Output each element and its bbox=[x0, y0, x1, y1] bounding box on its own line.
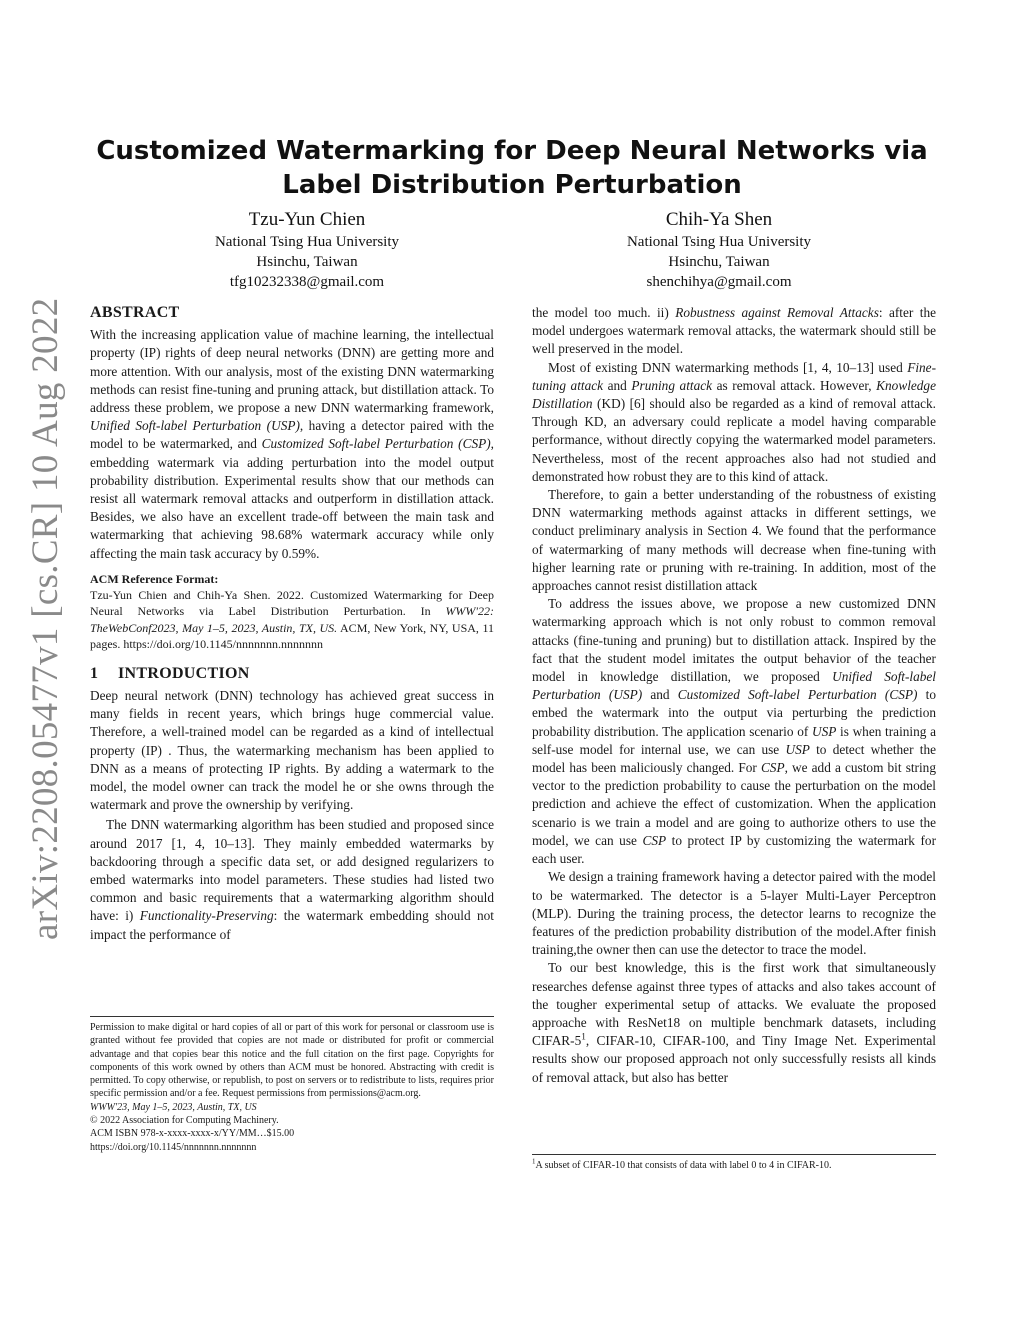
author-email: shenchihya@gmail.com bbox=[646, 274, 792, 290]
copyright-line: © 2022 Association for Computing Machinery. bbox=[90, 1115, 279, 1127]
permission-notice bbox=[90, 1016, 494, 1154]
author-location: Hsinchu, Taiwan bbox=[668, 254, 770, 270]
footnote-marker: 1 bbox=[581, 1032, 586, 1043]
intro-paragraph-6: We design a training framework having a detector paired with the model to be watermarked. The detector is a 5-layer Multi-Layer Perceptron (MLP). During the training process, the detector learns to recognize the features of the prediction probability distribution of the model.After finish training,the owner then can use the detector to trace the model. bbox=[532, 869, 936, 958]
arxiv-identifier-text: arXiv:2208.05477v1 [cs.CR] 10 Aug 2022 bbox=[25, 297, 66, 940]
arxiv-identifier bbox=[20, 297, 66, 940]
doi-line: https://doi.org/10.1145/nnnnnnn.nnnnnnn bbox=[90, 1141, 257, 1153]
intro-paragraph-2-cont: the model too much. ii) Robustness against Removal Attacks: after the model undergoes watermark removal attacks, the watermark should still be well preserved in the model. bbox=[532, 305, 936, 357]
intro-paragraph-1: Deep neural network (DNN) technology has achieved great success in many fields in recent years, which brings huge commercial value. Therefore, a well-trained model can be regarded as a kind of intellectual property (IP) . Thus, the watermarking mechanism has been applied to DNN as a means of protecting IP rights. By adding a watermark to the model, the model owner can track the model he or she owns through the watermark and prove the ownership by verifying. bbox=[90, 688, 494, 813]
permission-text: Permission to make digital or hard copies of all or part of this work for personal or classroom use is granted without fee provided that copies are not made or distributed for profit or commercial advantage and that copies bear this notice and the full citation on the first page. Copyrights for components of this work owned by others than ACM must be honored. Abstracting with credit is permitted. To copy otherwise, or republish, to post on servers or to redistribute to lists, requires prior specific permission and/or a fee. Request permissions from permissions@acm.org. bbox=[90, 1022, 494, 1100]
intro-paragraph-5: To address the issues above, we propose a new customized DNN watermarking approach which is not only robust to common removal attacks (fine-tuning and pruning) but to distillation attack. Inspired by the fact that the student model imitates the output behavior of the teacher model in knowledge distillation, we proposed Unified Soft-label Perturbation (USP) and Customized Soft-label Perturbation (CSP) to embed the watermark into the output via perturbing the prediction probability distribution. The application scenario of USP is when training a self-use model for internal use, we can use USP to detect whether the model has been maliciously changed. For CSP, we add a custom bit string vector to the prediction probability to cause the perturbation on the model prediction and achieve the effect of customization. When the application scenario is we train a model and are going to authorize others to use the model, we can use CSP to protect IP by customizing the watermark for each user. bbox=[532, 596, 937, 867]
author-name: Chih-Ya Shen bbox=[665, 209, 773, 230]
left-column bbox=[90, 304, 494, 944]
isbn-line: ACM ISBN 978-x-xxxx-xxxx-x/YY/MM…$15.00 bbox=[90, 1128, 295, 1140]
intro-paragraph-7: To our best knowledge, this is the first work that simultaneously researches defense against three types of attacks and also takes account of the tougher experimental setup of attacks. We evaluate the proposed approache with ResNet18 on multiple benchmark datasets, including CIFAR-$5^1$, CIFAR-10, CIFAR-100, and Tiny Image Net. Experimental results show our proposed approach not only successfully resists all kinds of removal attack, but also has better bbox=[532, 960, 936, 1085]
author-affiliation: National Tsing Hua University bbox=[214, 234, 400, 250]
author-affiliation: National Tsing Hua University bbox=[626, 234, 812, 250]
author-email: tfg10232338@gmail.com bbox=[229, 274, 385, 290]
paper-title: Customized Watermarking for Deep Neural Networks via Label Distribution Perturbation bbox=[96, 136, 928, 200]
footnote-text: A subset of CIFAR-10 that consists of data with label 0 to 4 in CIFAR-10. bbox=[535, 1160, 832, 1171]
author-name: Tzu-Yun Chien bbox=[248, 209, 366, 230]
footnote-number: 1 bbox=[532, 1157, 536, 1166]
footnote bbox=[532, 1154, 936, 1172]
introduction-heading: 1 INTRODUCTION bbox=[90, 664, 250, 682]
abstract-heading: ABSTRACT bbox=[90, 304, 180, 321]
right-column bbox=[532, 304, 936, 1087]
abstract-paragraph: With the increasing application value of machine learning, the intellectual property (IP) rights of deep neural networks (DNN) are getting more and more attention. With our analysis, most of the existing DNN watermarking methods can resist fine-tuning and pruning attack, but distillation attack. To address these problem, we propose a new DNN watermarking framework, Unified Soft-label Perturbation (USP), having a detector paired with the model to be watermarked, and Customized Soft-label Perturbation (CSP), embedding watermark via adding perturbation into the model output probability distribution. Experimental results show that our methods can resist all watermark removal attacks and outperform in distillation attack. Besides, we also have an excellent trade-off between the main task and watermarking that achieving 98.68% watermark accuracy while only affecting the main task accuracy by 0.59%. bbox=[90, 327, 494, 561]
author-location: Hsinchu, Taiwan bbox=[256, 254, 358, 270]
intro-paragraph-2: The DNN watermarking algorithm has been studied and proposed since around 2017 [1, 4, 10–13]. They mainly embedded watermarks by backdooring through a specific data set, or add designed regularizers to embed watermarks into model parameters. These studies had listed two common and basic requirements that a watermarking algorithm should have: i) Functionality-Preserving: the watermark embedding should not impact the performance of bbox=[90, 817, 494, 942]
author-block-2 bbox=[549, 208, 889, 292]
acm-reference-text: Tzu-Yun Chien and Chih-Ya Shen. 2022. Customized Watermarking for Deep Neural Networks via Label Distribution Perturbation. In WWW'22: TheWebConf2023, May 1–5, 2023, Austin, TX, US. ACM, New York, NY, USA, 11 pages. https://doi.org/10.1145/nnnnnnn.nnnnnnn bbox=[90, 587, 494, 652]
intro-paragraph-3: Most of existing DNN watermarking methods [1, 4, 10–13] used Fine-tuning attack and Pruning attack as removal attack. However, Knowledge Distillation (KD) [6] should also be regarded as a kind of removal attack. Through KD, an adversary could replicate a model having comparable performance, without directly copying the watermarked model parameters. Nevertheless, most of the recent approaches also had not studied and demonstrated how robust they are to this kind of attack. bbox=[532, 359, 936, 484]
conference-info: WWW'23, May 1–5, 2023, Austin, TX, US bbox=[90, 1101, 257, 1113]
intro-paragraph-4: Therefore, to gain a better understanding of the robustness of existing DNN watermarking methods against attacks in different settings, we conduct preliminary analysis in Section 4. We found that the performance of watermarking of many methods will decrease when fine-tuning with higher learning rate or pruning with re-training. In addition, most of the approaches cannot resist distillation attack bbox=[532, 487, 936, 594]
acm-reference-heading: ACM Reference Format: bbox=[90, 571, 219, 586]
author-block-1 bbox=[137, 208, 477, 292]
